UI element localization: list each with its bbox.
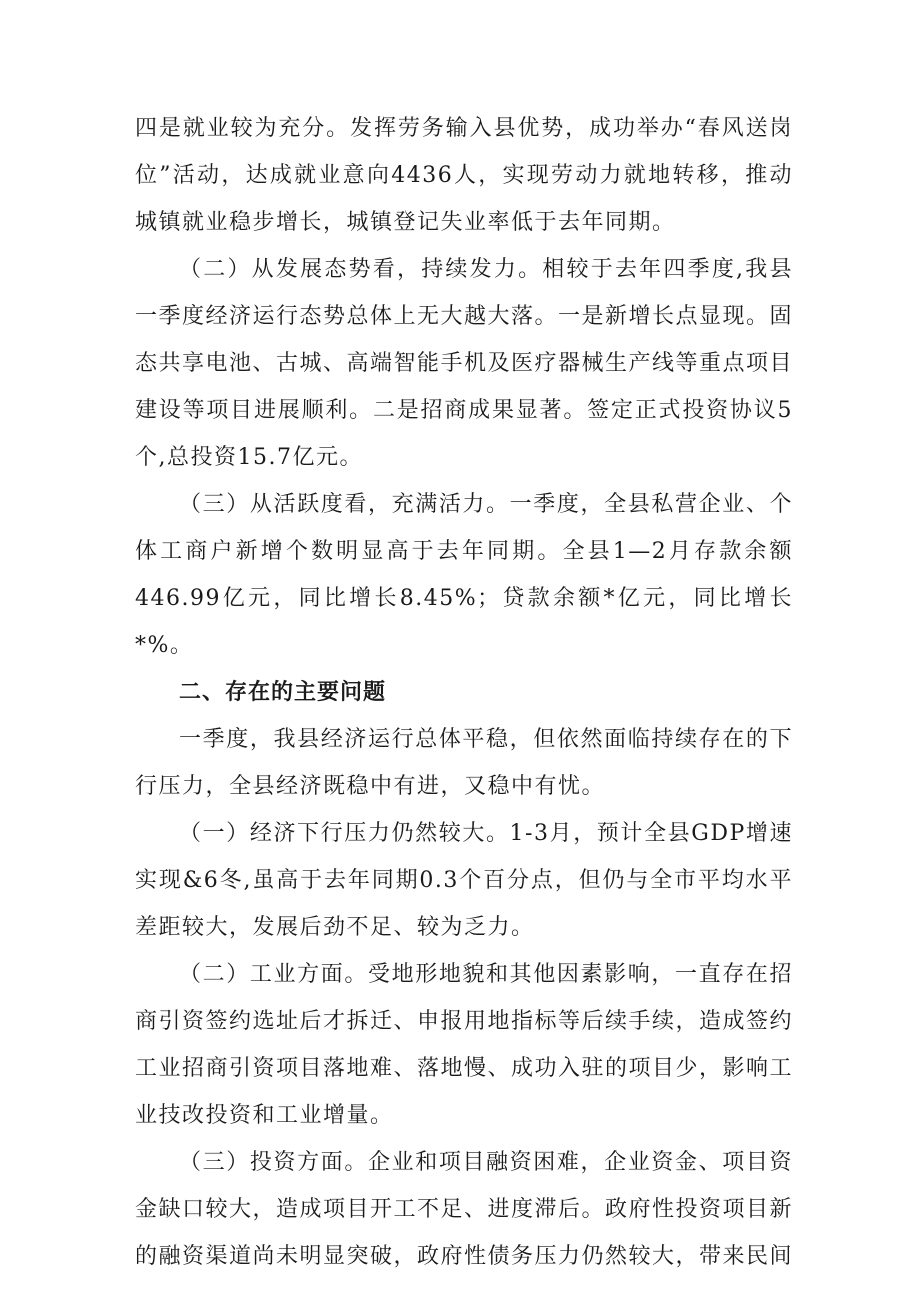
paragraph-industry: （二）工业方面。受地形地貌和其他因素影响，一直存在招商引资签约选址后才拆迁、申报用地指标等后续手续，造成签约工业招商引资项目落地难、落地慢、成功入驻的项目少，影响工业技改投资和工业增量。 — [135, 962, 794, 1128]
paragraph-investment: （三）投资方面。企业和项目融资困难，企业资金、项目资金缺口较大，造成项目开工不足、进度滞后。政府性投资项目新的融资渠道尚未明显突破，政府性债务压力仍然较大，带来民间 — [135, 1150, 794, 1269]
paragraph-downward-pressure: （一）经济下行压力仍然较大。1-3月，预计全县GDP增速实现&6冬,虽高于去年同期0.3个百分点，但仍与全市平均水平差距较大，发展后劲不足、较为乏力。 — [135, 821, 793, 940]
paragraph-activity: （三）从活跃度看，充满活力。一季度，全县私营企业、个体工商户新增个数明显高于去年同期。全县1—2月存款余额446.99亿元，同比增长8.45%；贷款余额*亿元，同比增长*%。 — [135, 492, 793, 658]
document-body — [135, 105, 793, 1280]
section-heading-main-problems: 二、存在的主要问题 — [179, 680, 387, 705]
paragraph-development-trend: （二）从发展态势看，持续发力。相较于去年四季度,我县一季度经济运行态势总体上无大越大落。一是新增长点显现。固态共享电池、古城、高端智能手机及医疗器械生产线等重点项目建设等项目进展顺利。二是招商成果显著。签定正式投资协议5个,总投资15.7亿元。 — [135, 257, 794, 470]
paragraph-employment: 四是就业较为充分。发挥劳务输入县优势，成功举办“春风送岗位”活动，达成就业意向4436人，实现劳动力就地转移，推动城镇就业稳步增长，城镇登记失业率低于去年同期。 — [135, 116, 793, 235]
paragraph-problems-intro: 一季度，我县经济运行总体平稳，但依然面临持续存在的下行压力，全县经济既稳中有进，又稳中有忧。 — [135, 727, 793, 799]
